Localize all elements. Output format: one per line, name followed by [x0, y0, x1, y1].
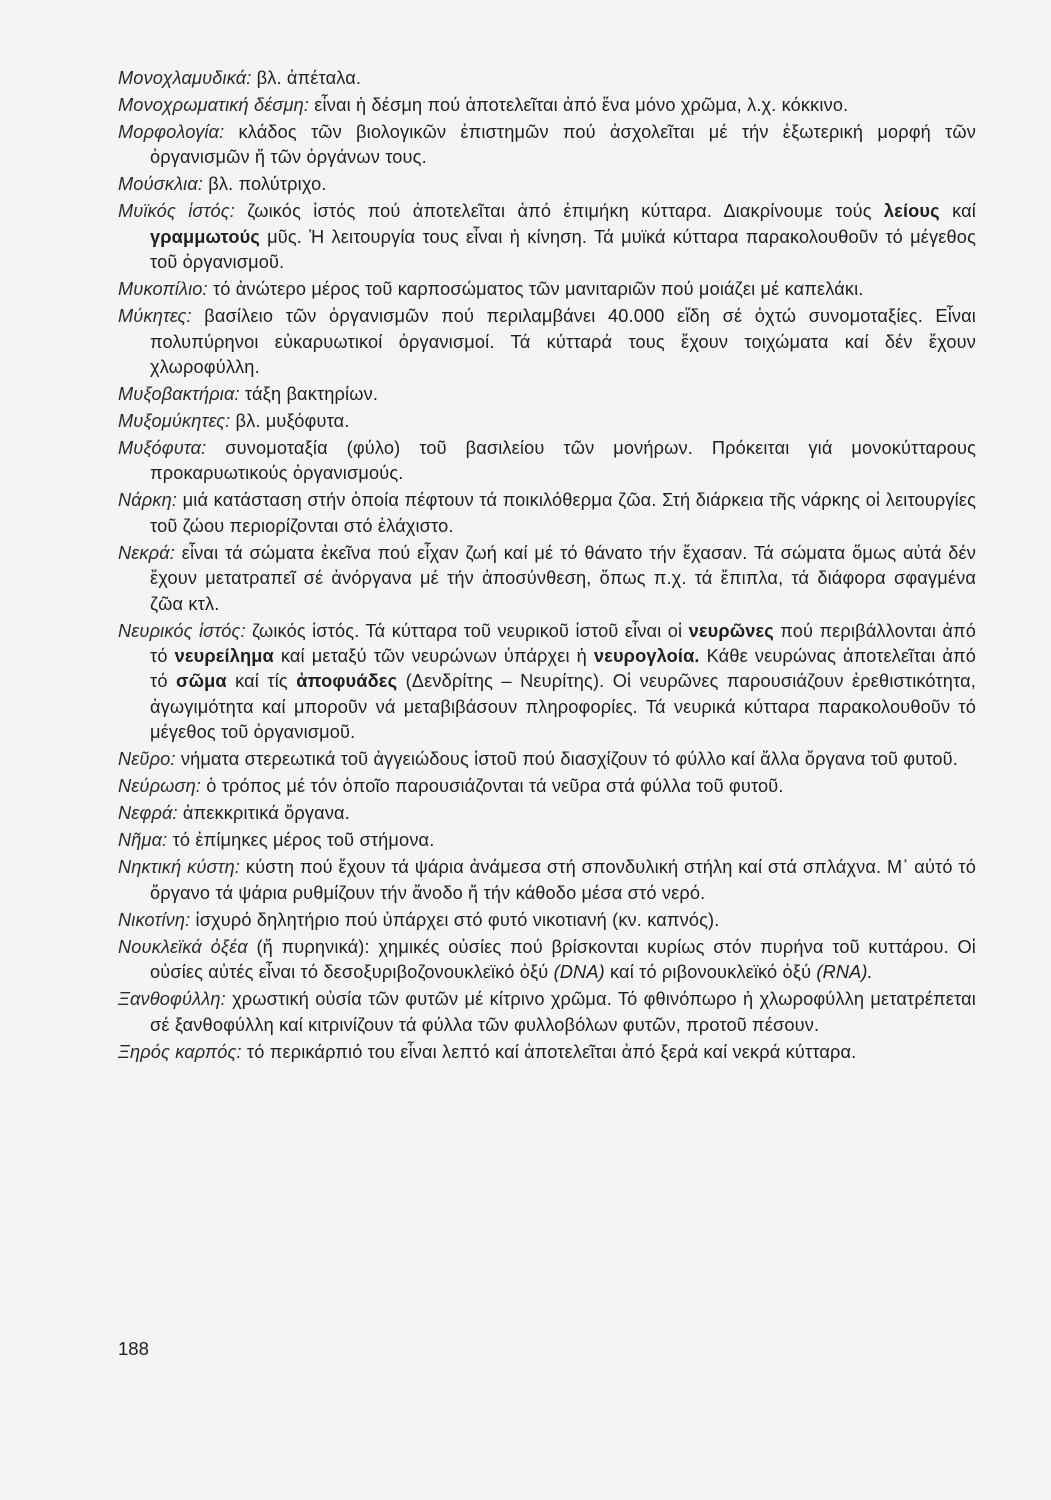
- glossary-entry: [118, 199, 976, 275]
- glossary-entry: [118, 987, 976, 1038]
- definition-text: τό ἀνώτερο μέρος τοῦ καρποσώματος τῶν μανιταριῶν πού μοιάζει μέ καπελάκι.: [207, 279, 864, 300]
- glossary-term: Μορφολογία:: [118, 122, 225, 142]
- glossary-term: Μονοχλαμυδικά:: [118, 68, 252, 88]
- definition-text: καί τίς: [226, 671, 297, 692]
- definition-text: συνομοταξία (φύλο) τοῦ βασιλείου τῶν μονήρων. Πρόκειται γιά μονοκύτταρους προκαρυωτικούς ὀργανισμούς.: [150, 438, 976, 484]
- definition-text: εἶναι τά σώματα ἐκεῖνα πού εἶχαν ζωή καί μέ τό θάνατο τήν ἔχασαν. Τά σώματα ὅμως αὐτά δέν ἔχουν μετατραπεῖ σέ ἀνόργανα μέ τήν ἀποσύνθεση, ὅπως π.χ. τά ἔπιπλα, τά διάφορα σφαγμένα ζῶα κτλ.: [150, 542, 976, 614]
- bold-keyword: νευρογλοία.: [593, 646, 700, 667]
- glossary-term: Μυξόφυτα:: [118, 438, 207, 459]
- glossary-entry: [118, 172, 976, 197]
- bold-keyword: νευρῶνες: [688, 620, 774, 641]
- glossary-term: Νάρκη:: [118, 490, 178, 511]
- glossary-entry: [118, 619, 976, 746]
- bold-keyword: νευρείλημα: [174, 646, 274, 667]
- definition-text: χρωστική οὐσία τῶν φυτῶν μέ κίτρινο χρῶμα. Τό φθινόπωρο ἡ χλωροφύλλη μετατρέπεται σέ ξανθοφύλλη καί κιτρινίζουν τά φύλλα τῶν φυλλοβόλων φυτῶν, προτοῦ πέσουν.: [150, 989, 976, 1035]
- glossary-term: Ξηρός καρπός:: [118, 1041, 242, 1062]
- glossary-entry: [118, 436, 976, 487]
- glossary-entry: [118, 120, 976, 171]
- glossary-entry: [118, 409, 976, 434]
- definition-text: βλ. ἀπέταλα.: [251, 68, 362, 88]
- glossary-term: Νῆμα:: [118, 830, 168, 851]
- bold-keyword: λείους: [883, 201, 940, 222]
- definition-text: ὁ τρόπος μέ τόν ὁποῖο παρουσιάζονται τά νεῦρα στά φύλλα τοῦ φυτοῦ.: [201, 776, 784, 797]
- definition-text: Κάθε νευρώνας ἀποτελεῖται ἀπό τό: [150, 646, 976, 692]
- bold-keyword: ἀποφυάδες: [296, 671, 398, 692]
- definition-text: τό ἐπίμηκες μέρος τοῦ στήμονα.: [167, 830, 435, 851]
- glossary-entry: [118, 855, 976, 906]
- definition-text: καί: [939, 201, 976, 222]
- glossary-term: Νεφρά:: [118, 803, 178, 824]
- bold-keyword: γραμμωτούς: [150, 226, 260, 247]
- glossary-entry: [118, 277, 976, 302]
- definition-text: τάξη βακτηρίων.: [239, 384, 379, 405]
- glossary-term: Μούσκλια:: [118, 174, 204, 195]
- definition-text: τό περικάρπιό του εἶναι λεπτό καί ἀποτελεῖται ἀπό ξερά καί νεκρά κύτταρα.: [241, 1041, 857, 1062]
- definition-text: (ἤ πυρηνικά): χημικές οὐσίες πού βρίσκονται κυρίως στόν πυρήνα τοῦ κυττάρου. Οἱ οὐσίες αὐτές εἶναι τό δεσοξυριβοζονουκλεϊκό ὀξύ: [150, 936, 976, 983]
- italic-abbreviation: (DNA): [553, 962, 605, 983]
- definition-text: ἀπεκκριτικά ὄργανα.: [177, 803, 350, 824]
- glossary-term: Μονοχρωματική δέσμη:: [118, 95, 310, 115]
- glossary-entries: [118, 66, 976, 1067]
- glossary-term: Ξανθοφύλλη:: [118, 989, 226, 1010]
- glossary-entry: [118, 935, 976, 986]
- definition-text: βασίλειο τῶν ὀργανισμῶν πού περιλαμβάνει 40.000 εἴδη σέ ὀχτώ συνομοταξίες. Εἶναι πολυπύρηνοι εὐκαρυωτικοί ὀργανισμοί. Τά κύτταρά τους ἔχουν τοιχώματα καί δέν ἔχουν χλωροφύλλη.: [150, 306, 976, 378]
- glossary-term: Μυξομύκητες:: [118, 411, 231, 432]
- bold-keyword: σῶμα: [176, 671, 227, 692]
- glossary-entry: [118, 541, 976, 617]
- glossary-entry: [118, 382, 976, 407]
- glossary-entry: [118, 66, 976, 91]
- glossary-entry: [118, 774, 976, 799]
- definition-text: βλ. μυξόφυτα.: [230, 411, 350, 432]
- glossary-entry: [118, 1040, 976, 1065]
- definition-text: καί τό ριβονουκλεϊκό ὀξύ: [604, 962, 817, 983]
- definition-text: (Δενδρίτης – Νευρίτης). Οἱ νευρῶνες παρουσιάζουν ἐρεθιστικότητα, ἀγωγιμότητα καί μποροῦν νά μεταβιβάσουν πληροφορίες. Τά νευρικά κύτταρα παρακολουθοῦν τό μέγεθος τοῦ ὀργανισμοῦ.: [150, 671, 976, 743]
- definition-text: πού περιβάλλονται ἀπό τό: [150, 620, 976, 667]
- glossary-entry: [118, 488, 976, 539]
- glossary-term: Μυξοβακτήρια:: [118, 384, 240, 405]
- glossary-term: Μυκοπίλιο:: [118, 279, 208, 300]
- glossary-entry: [118, 801, 976, 826]
- definition-text: βλ. πολύτριχο.: [203, 174, 327, 195]
- definition-text: καί μεταξύ τῶν νευρώνων ὑπάρχει ἡ: [273, 646, 594, 667]
- glossary-term: Νεῦρο:: [118, 749, 176, 770]
- definition-text: κύστη πού ἔχουν τά ψάρια ἀνάμεσα στή σπονδυλική στήλη καί στά σπλάχνα. Μ᾿ αὐτό τό ὄργανο τά ψάρια ρυθμίζουν τήν ἄνοδο ἤ τήν κάθοδο μέσα στό νερό.: [150, 857, 976, 903]
- definition-text: μῦς. Ἡ λειτουργία τους εἶναι ἡ κίνηση. Τά μυϊκά κύτταρα παρακολουθοῦν τό μέγεθος τοῦ ὀργανισμοῦ.: [150, 226, 976, 273]
- page-number: 188: [118, 1338, 149, 1359]
- definition-text: μιά κατάσταση στήν ὁποία πέφτουν τά ποικιλόθερμα ζῶα. Στή διάρκεια τῆς νάρκης οἱ λειτουργίες τοῦ ζώου περιορίζονται στό ἐλάχιστο.: [150, 490, 976, 536]
- definition-text: νήματα στερεωτικά τοῦ ἀγγειώδους ἱστοῦ πού διασχίζουν τό φύλλο καί ἄλλα ὄργανα τοῦ φυτοῦ.: [175, 749, 958, 770]
- definition-text: ἰσχυρό δηλητήριο πού ὑπάρχει στό φυτό νικοτιανή (κν. καπνός).: [190, 909, 720, 930]
- glossary-entry: [118, 828, 976, 853]
- glossary-term: Νηκτική κύστη:: [118, 857, 241, 878]
- glossary-entry: [118, 304, 976, 380]
- glossary-entry: [118, 93, 976, 118]
- definition-text: κλάδος τῶν βιολογικῶν ἐπιστημῶν πού ἀσχολεῖται μέ τήν ἐξωτερική μορφή τῶν ὀργανισμῶν ἤ τῶν ὀργάνων τους.: [150, 122, 976, 168]
- glossary-term: Νεκρά:: [118, 542, 175, 563]
- glossary-term: Μύκητες:: [118, 306, 192, 327]
- italic-abbreviation: (RNA).: [816, 962, 873, 983]
- definition-text: ζωικός ἱστός πού ἀποτελεῖται ἀπό ἐπιμήκη κύτταρα. Διακρίνουμε τούς: [234, 201, 884, 222]
- glossary-term: Νουκλεϊκά ὀξέα: [118, 936, 248, 957]
- glossary-entry: [118, 747, 976, 772]
- glossary-term: Νικοτίνη:: [118, 909, 191, 930]
- glossary-term: Μυϊκός ἱστός:: [118, 201, 235, 222]
- glossary-term: Νεύρωση:: [118, 776, 202, 797]
- glossary-term: Νευρικός ἱστός:: [118, 620, 246, 641]
- definition-text: εἶναι ἡ δέσμη πού ἀποτελεῖται ἀπό ἕνα μόνο χρῶμα, λ.χ. κόκκινο.: [309, 95, 849, 115]
- glossary-entry: [118, 908, 976, 933]
- definition-text: ζωικός ἱστός. Τά κύτταρα τοῦ νευρικοῦ ἱστοῦ εἶναι οἱ: [245, 620, 689, 641]
